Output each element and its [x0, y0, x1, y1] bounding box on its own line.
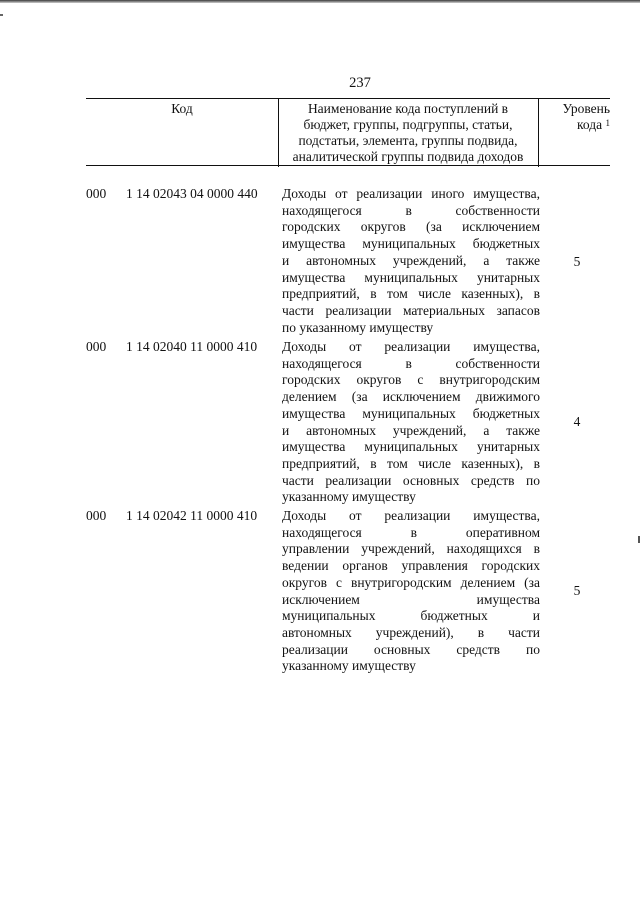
description-line: округов с внутригородским делением (за — [282, 574, 540, 590]
revenue-description — [282, 186, 540, 336]
code-level: 5 — [573, 583, 581, 598]
description-line: находящегося в оперативном — [282, 524, 540, 540]
header-name-line: бюджет, группы, подгруппы, статьи, — [303, 117, 513, 132]
description-line: автономных учреждений), в части — [282, 624, 540, 640]
description-line: городских округов с внутригородским — [282, 372, 540, 388]
description-line: Доходы от реализации имущества, — [282, 339, 540, 354]
description-line: и автономных учреждений, а также — [282, 252, 540, 268]
description-line: указанному имуществу — [282, 658, 416, 674]
revenue-description — [282, 508, 540, 675]
description-line: находящегося в собственности — [282, 355, 540, 371]
header-level — [539, 99, 610, 167]
description-line: исключением имущества — [282, 591, 540, 607]
description-line: по указанному имуществу — [282, 319, 434, 335]
header-name — [278, 99, 539, 167]
description-line: делением (за исключением движимого — [282, 389, 540, 405]
description-line: имущества муниципальных унитарных — [282, 439, 540, 455]
description-line: имущества муниципальных бюджетных — [282, 236, 540, 252]
header-name-line: подстатьи, элемента, группы подвида, — [298, 133, 518, 148]
admin-code: 000 — [86, 186, 107, 201]
revenue-description — [282, 339, 540, 506]
description-line: указанному имуществу — [282, 489, 416, 505]
description-line: Доходы от реализации имущества, — [282, 508, 540, 523]
header-name-line: Наименование кода поступлений в — [307, 101, 509, 116]
admin-code: 000 — [86, 339, 107, 354]
revenue-code: 1 14 02040 11 0000 410 — [126, 339, 258, 354]
description-line: находящегося в собственности — [282, 202, 540, 218]
page-number: 237 — [349, 75, 371, 91]
code-level: 4 — [573, 414, 581, 429]
description-line: предприятий, в том числе казенных), в — [282, 286, 540, 302]
header-level-line — [539, 117, 610, 133]
code-level: 5 — [573, 254, 581, 269]
header-level-line: Уровень — [562, 101, 610, 116]
admin-code: 000 — [86, 508, 107, 523]
description-line: части реализации материальных запасов — [282, 302, 540, 318]
table-header — [86, 98, 610, 166]
description-line: городских округов (за исключением — [282, 219, 540, 235]
description-line: Доходы от реализации иного имущества, — [282, 186, 540, 201]
scan-edge — [0, 0, 640, 3]
header-level-word: кода — [577, 117, 603, 132]
revenue-code: 1 14 02042 11 0000 410 — [126, 508, 258, 523]
description-line: ведении органов управления городских — [282, 558, 540, 574]
description-line: имущества муниципальных унитарных — [282, 269, 540, 285]
header-code: Код — [86, 99, 279, 167]
description-line: муниципальных бюджетных и — [282, 608, 540, 624]
revenue-code: 1 14 02043 04 0000 440 — [126, 186, 258, 201]
description-line: части реализации основных средств по — [282, 472, 540, 488]
header-name-line: аналитической группы подвида доходов — [292, 149, 524, 164]
footnote-marker: 1 — [605, 118, 610, 128]
description-line: имущества муниципальных бюджетных — [282, 405, 540, 421]
description-line: реализации основных средств по — [282, 641, 540, 657]
scan-artifact — [0, 14, 3, 16]
description-line: и автономных учреждений, а также — [282, 422, 540, 438]
description-line: управлении учреждений, находящихся в — [282, 541, 540, 557]
description-line: предприятий, в том числе казенных), в — [282, 455, 540, 471]
